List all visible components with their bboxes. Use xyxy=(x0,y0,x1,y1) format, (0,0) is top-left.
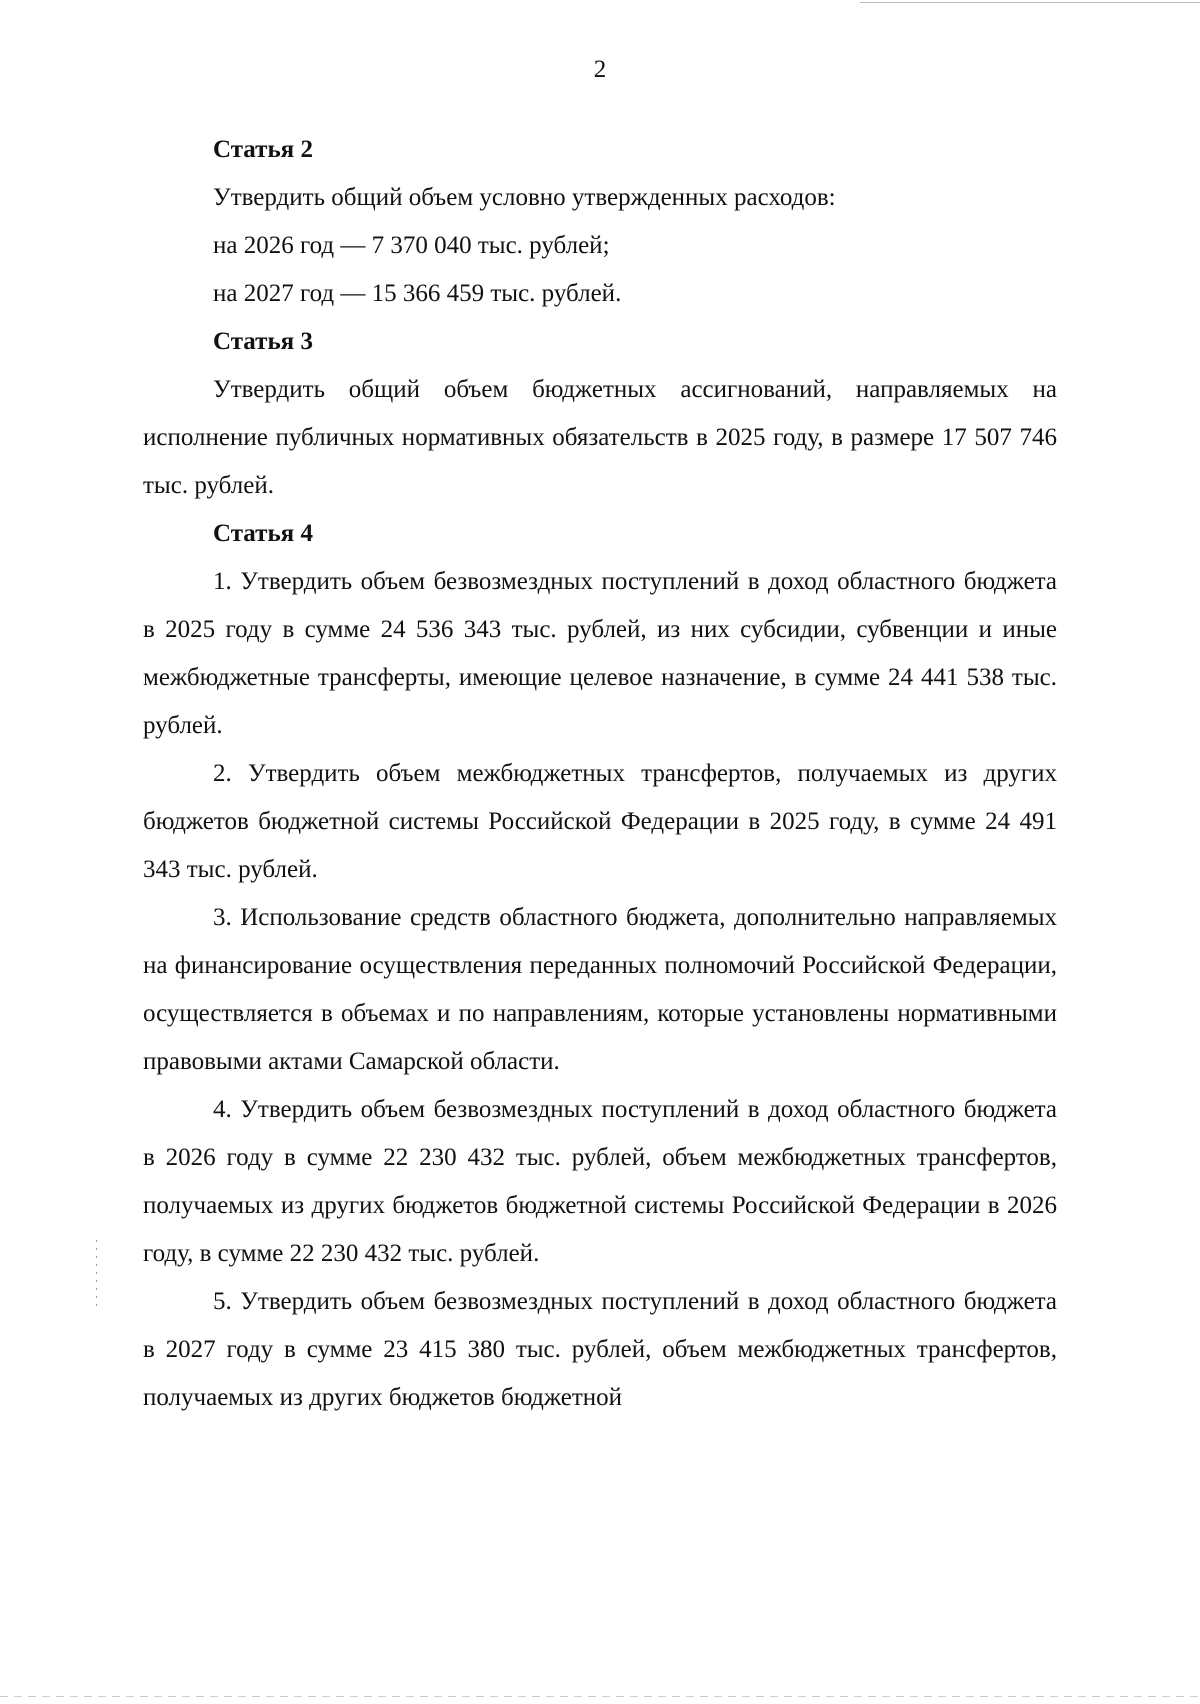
article-4-paragraph-3: 3. Использование средств областного бюджета, дополнительно направляемых на финансирование осуществления переданных полномочий Российской Федерации, осуществляется в объемах и по направлениям, которые установлены нормативными правовыми актами Самарской области. xyxy=(143,904,1057,1075)
article-4-paragraph-2: 2. Утвердить объем межбюджетных трансфертов, получаемых из других бюджетов бюджетной системы Российской Федерации в 2025 году, в сумме 24 491 343 тыс. рублей. xyxy=(143,760,1057,883)
article-4-paragraph-1: 1. Утвердить объем безвозмездных поступлений в доход областного бюджета в 2025 году в сумме 24 536 343 тыс. рублей, из них субсидии, субвенции и иные межбюджетные трансферты, имеющие целевое назначение, в сумме 24 441 538 тыс. рублей. xyxy=(143,568,1057,739)
article-4-heading: Статья 4 xyxy=(213,520,313,547)
article-2-intro: Утвердить общий объем условно утвержденных расходов: xyxy=(213,184,836,211)
article-2 xyxy=(143,126,1057,318)
scan-artifact-bottom xyxy=(0,1696,1200,1697)
article-2-line-2026: на 2026 год — 7 370 040 тыс. рублей; xyxy=(213,232,610,259)
article-3-text: Утвердить общий объем бюджетных ассигнований, направляемых на исполнение публичных нормативных обязательств в 2025 году, в размере 17 507 746 тыс. рублей. xyxy=(143,376,1057,499)
article-4 xyxy=(143,510,1057,1422)
article-4-paragraph-4: 4. Утвердить объем безвозмездных поступлений в доход областного бюджета в 2026 году в сумме 22 230 432 тыс. рублей, объем межбюджетных трансфертов, получаемых из других бюджетов бюджетной системы Российской Федерации в 2026 году, в сумме 22 230 432 тыс. рублей. xyxy=(143,1096,1057,1267)
article-3 xyxy=(143,318,1057,510)
article-3-heading: Статья 3 xyxy=(213,328,313,355)
article-4-paragraph-5: 5. Утвердить объем безвозмездных поступлений в доход областного бюджета в 2027 году в сумме 23 415 380 тыс. рублей, объем межбюджетных трансфертов, получаемых из других бюджетов бюджетной xyxy=(143,1288,1057,1411)
article-2-line-2027: на 2027 год — 15 366 459 тыс. рублей. xyxy=(213,280,622,307)
page-number: 2 xyxy=(593,56,607,83)
document-body xyxy=(143,126,1057,1422)
scan-artifact-left xyxy=(96,1240,97,1310)
scan-artifact-top xyxy=(860,2,1200,3)
article-2-heading: Статья 2 xyxy=(213,136,313,163)
